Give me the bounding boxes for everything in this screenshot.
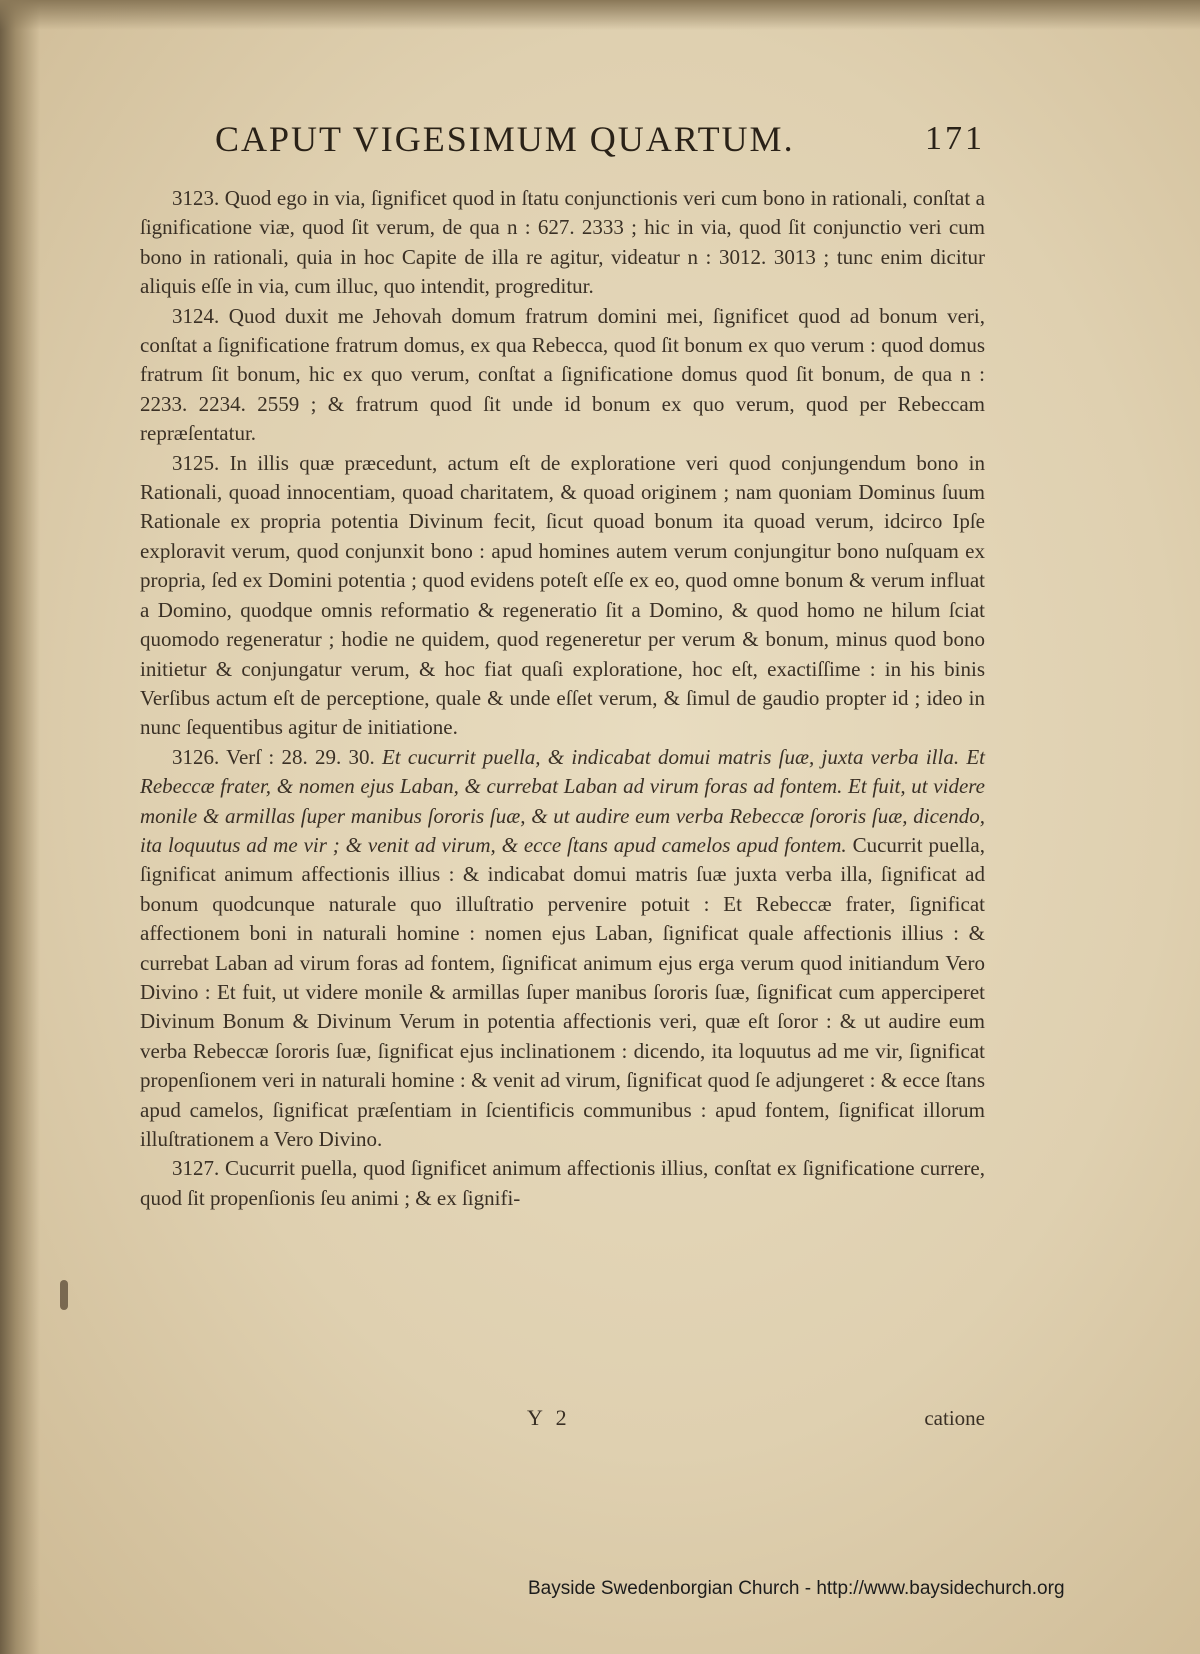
paragraph-3127: 3127. Cucurrit puella, quod ſignificet animum affectionis illius, conſtat ex ſignificatione currere, quod ſit propenſionis ſeu animi ; & ex ſignifi- xyxy=(140,1156,985,1210)
paragraph-3126-verse: Et cucurrit puella, & indicabat domui matris ſuæ, juxta verba illa. Et Rebeccæ frater, & nomen ejus Laban, & currebat Laban ad virum foras ad fontem. Et fuit, ut videre monile & armillas ſuper manibus ſororis ſuæ, & ut audire eum verba Rebeccæ ſororis ſuæ, dicendo, ita loquutus ad me vir ; & venit ad virum, & ecce ſtans apud camelos apud fontem. xyxy=(140,744,985,857)
page-top-shadow xyxy=(0,0,1200,30)
ink-stain xyxy=(60,1280,68,1310)
paragraph-3126-rest: Cucurrit puella, ſignificat animum affectionis illius : & indicabat domui matris ſuæ juxta verba illa, ſignificat ad bonum quodcunque naturale quo illuſtratio pervenire potuit : Et Rebeccæ frater, ſignificat affectionem boni in naturali homine : nomen ejus Laban, ſignificat quale affectionis illius : & currebat Laban ad virum foras ad fontem, ſignificat animum ejus erga verum quod initiandum Vero Divino : Et fuit, ut videre monile & armillas ſuper manibus ſororis ſuæ, ſignificat cum apperciperet Divinum Bonum & Divinum Verum in potentia affectionis veri, quæ eſt ſoror : & ut audire eum verba Rebeccæ ſororis ſuæ, ſignificat ejus inclinationem : dicendo, ita loquutus ad me vir, ſignificat propenſionem veri in naturali homine : & venit ad virum, ſignificat quod ſe adjungeret : & ecce ſtans apud camelos, ſignificat præſentiam in ſcientificis communibus : apud fontem, ſignificat illorum illuſtrationem a Vero Divino. xyxy=(140,832,986,1151)
paragraph-3126 xyxy=(140,743,985,1155)
running-title: CAPUT VIGESIMUM QUARTUM. xyxy=(215,119,795,159)
paragraph-3123: 3123. Quod ego in via, ſignificet quod in ſtatu conjunctionis veri cum bono in rationali, conſtat a ſignificatione viæ, quod ſit verum, de qua n : 627. 2333 ; hic in via, quod ſit conjunctio veri cum bono in rationali, quia in hoc Capite de illa re agitur, videatur n : 3012. 3013 ; tunc enim dicitur aliquis eſſe in via, cum illuc, quo intendit, progreditur. xyxy=(140,186,985,299)
paragraph-3125: 3125. In illis quæ præcedunt, actum eſt de exploratione veri quod conjungendum bono in Rationali, quoad innocentiam, quoad charitatem, & quoad originem ; nam quoniam Dominus ſuum Rationale ex propria potentia Divinum fecit, ſicut quoad bonum ita quoad verum, idcirco Ipſe exploravit verum, quod conjunxit bono : apud homines autem verum conjungitur bono nuſquam ex propria, ſed ex Domini potentia ; quod evidens poteſt eſſe ex eo, quod omne bonum & verum influat a Domino, quodque omnis reformatio & regeneratio ſit a Domino, & quod homo ne hilum ſciat quomodo regeneratur ; hodie ne quidem, quod regeneretur per verum & bonum, minus quod bono initietur & conjungatur verum, & hoc fiat quaſi exploratione, hoc eſt, exactiſſime : in his binis Verſibus actum eſt de perceptione, quale & unde eſſet verum, & ſimul de gaudio propter id ; ideo in nunc ſequentibus agitur de initiatione. xyxy=(140,450,985,740)
paragraph-3124: 3124. Quod duxit me Jehovah domum fratrum domini mei, ſignificet quod ad bonum veri, conſtat a ſignificatione fratrum domus, ex qua Rebecca, quod ſit bonum ex quo verum : quod domus fratrum ſit bonum, hic ex quo verum, conſtat a ſignificatione domus quod ſit bonum, de qua n : 2233. 2234. 2559 ; & fratrum quod ſit unde id bonum ex quo verum, quod per Rebeccam repræſentatur. xyxy=(140,303,985,446)
body-text xyxy=(140,184,985,1213)
watermark-link[interactable]: Bayside Swedenborgian Church - http://www.baysidechurch.org xyxy=(528,1578,1065,1599)
page-gutter-shadow xyxy=(0,0,40,1654)
page-number: 171 xyxy=(925,120,985,157)
signature-mark: Y 2 xyxy=(527,1405,571,1430)
catchword: catione xyxy=(924,1406,985,1430)
page-header xyxy=(215,118,985,168)
paragraph-3126-lead: 3126. Verſ : 28. 29. 30. xyxy=(172,744,382,769)
